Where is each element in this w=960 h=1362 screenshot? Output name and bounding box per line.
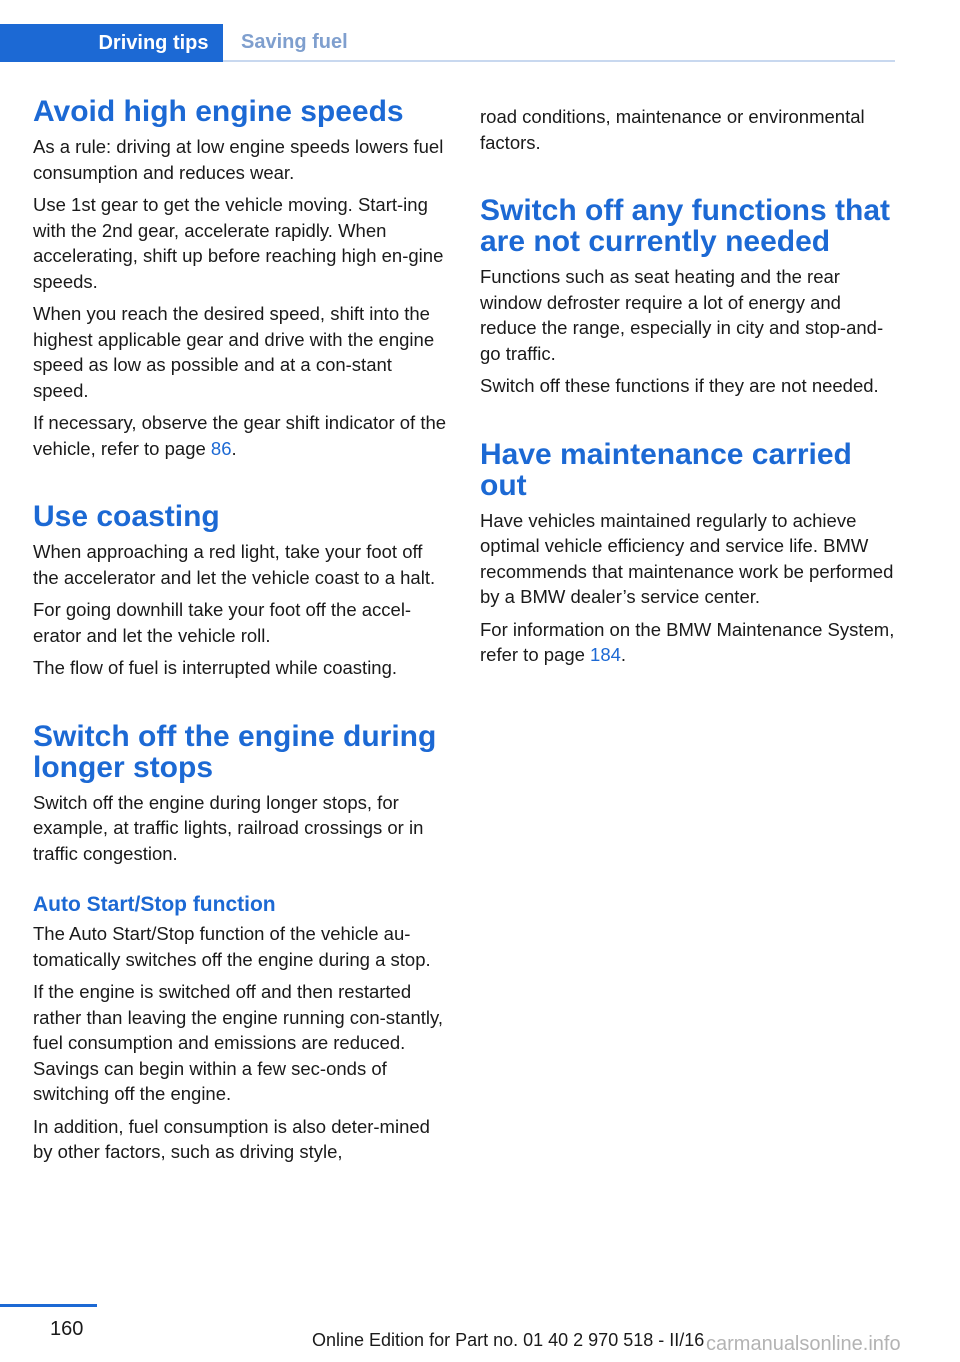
paragraph-text: If necessary, observe the gear shift indicator of the vehicle, refer to page — [33, 412, 447, 459]
paragraph: Switch off these functions if they are not needed. — [480, 375, 879, 396]
heading-switch-off-engine: Switch off the engine during longer stops — [33, 719, 437, 784]
paragraph-continued: road conditions, maintenance or environmental factors. — [480, 106, 865, 153]
edition-text: Online Edition for Part no. 01 40 2 970 518 - II/16 — [312, 1330, 705, 1350]
right-column — [480, 104, 900, 668]
paragraph: Switch off the engine during longer stops, for example, at traffic lights, railroad crossings or in traffic congestion. — [33, 791, 424, 864]
paragraph: As a rule: driving at low engine speeds lowers fuel consumption and reduces wear. — [33, 136, 444, 183]
paragraph: The Auto Start/Stop function of the vehicle au‐tomatically switches off the engine during a stop. — [33, 923, 431, 970]
header-tab-saving-fuel[interactable]: Saving fuel — [223, 24, 895, 62]
header-tab-driving-tips[interactable]: Driving tips — [0, 24, 223, 62]
paragraph: Use 1st gear to get the vehicle moving. Start‐ing with the 2nd gear, accelerate rapidly. When accelerating, shift up before reaching high en‐gine speeds. — [33, 194, 444, 292]
paragraph: For going downhill take your foot off the accel‐erator and let the vehicle roll. — [33, 599, 412, 646]
paragraph-text: For information on the BMW Maintenance System, refer to page — [480, 618, 895, 665]
paragraph: When approaching a red light, take your foot off the accelerator and let the vehicle coast to a halt. — [33, 541, 436, 588]
paragraph: In addition, fuel consumption is also deter‐mined by other factors, such as driving style, — [33, 1115, 430, 1162]
paragraph-text: . — [231, 437, 237, 459]
left-column — [33, 96, 451, 1165]
heading-have-maintenance: Have maintenance carried out — [480, 437, 852, 502]
page-header — [0, 0, 960, 64]
page-link-184[interactable]: 184 — [590, 644, 621, 665]
watermark: carmanualsonline.info — [706, 1333, 901, 1355]
subheading-auto-start-stop: Auto Start/Stop function — [33, 893, 276, 916]
paragraph: The flow of fuel is interrupted while coasting. — [33, 657, 398, 678]
paragraph — [480, 617, 900, 668]
heading-switch-off-functions: Switch off any functions that are not currently needed — [480, 194, 890, 258]
paragraph-text: . — [620, 644, 627, 665]
paragraph — [33, 410, 451, 461]
paragraph: Have vehicles maintained regularly to achieve optimal vehicle efficiency and service life. BMW recommends that maintenance work be performed by a BMW dealer’s service center. — [480, 509, 894, 607]
paragraph: If the engine is switched off and then restarted rather than leaving the engine running con‐stantly, fuel consumption and emissions are reduced. Savings can begin within a few sec‐onds of switching off the engine. — [33, 981, 444, 1104]
page-number: 160 — [50, 1318, 84, 1340]
heading-use-coasting: Use coasting — [33, 500, 220, 533]
page-link-86[interactable]: 86 — [210, 437, 232, 459]
footer-accent-line — [0, 1304, 97, 1307]
paragraph: When you reach the desired speed, shift into the highest applicable gear and drive with the engine speed as low as possible and at a con‐stant speed. — [33, 303, 435, 401]
heading-avoid-high-engine-speeds: Avoid high engine speeds — [33, 95, 404, 128]
paragraph: Functions such as seat heating and the rear window defroster require a lot of energy and reduce the range, especially in city and stop-and-go traffic. — [480, 266, 884, 364]
